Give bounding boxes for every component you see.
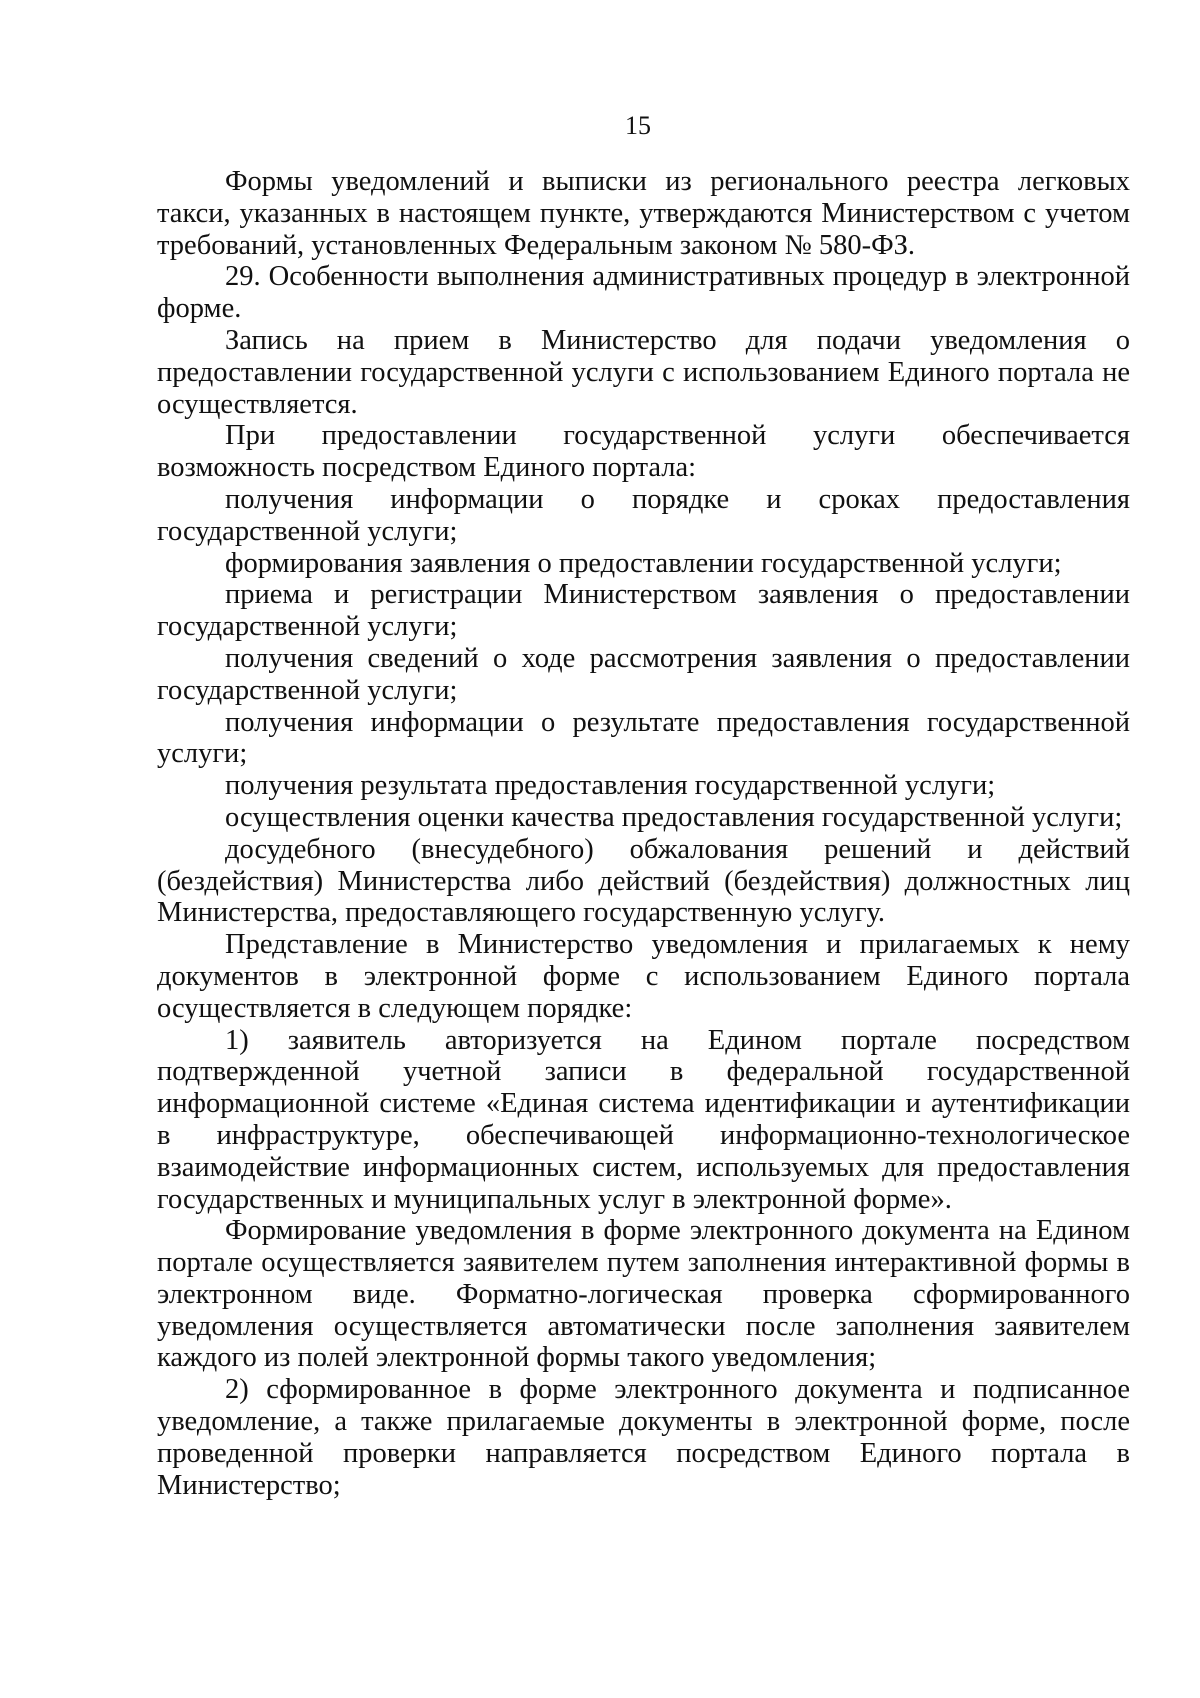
paragraph-section-29-heading: 29. Особенности выполнения административных процедур в электронной форме. — [157, 261, 1130, 325]
list-item-result-information: получения информации о результате предоставления государственной услуги; — [157, 706, 1130, 770]
list-item-application-forming: формирования заявления о предоставлении государственной услуги; — [225, 547, 1062, 579]
paragraph-portal-capabilities-intro: При предоставлении государственной услуги обеспечивается возможность посредством Единого портала: — [157, 420, 1130, 484]
list-item-application-registration: приема и регистрации Министерством заявления о предоставлении государственной услуги; — [157, 579, 1130, 643]
paragraph-step-1-authorization: 1) заявитель авторизуется на Едином портале посредством подтвержденной учетной записи в федеральной государственной информационной системе «Единая система идентификации и аутентификации в инфраструктуре, обеспечивающей информационно-технологическое взаимодействие информационных систем, используемых для предоставления государственных и муниципальных услуг в электронной форме». — [157, 1024, 1130, 1215]
paragraph-step-2-sending: 2) сформированное в форме электронного документа и подписанное уведомление, а также прилагаемые документы в электронной форме, после проведенной проверки направляется посредством Единого портала в Министерство; — [157, 1374, 1130, 1501]
list-item-info-on-procedure: получения информации о порядке и сроках предоставления государственной услуги; — [157, 483, 1130, 547]
list-item-result-receipt: получения результата предоставления государственной услуги; — [225, 770, 996, 802]
paragraph-electronic-submission-order: Представление в Министерство уведомления и прилагаемых к нему документов в электронной форме с использованием Единого портала осуществляется в следующем порядке: — [157, 929, 1130, 1024]
paragraph-appointment-not-available: Запись на прием в Министерство для подачи уведомления о предоставлении государственной услуги с использованием Единого портала не осуществляется. — [157, 324, 1130, 420]
list-item-quality-assessment: осуществления оценки качества предоставления государственной услуги; — [225, 801, 1123, 833]
paragraph-forms-approval: Формы уведомлений и выписки из регионального реестра легковых такси, указанных в настоящем пункте, утверждаются Министерством с учетом требований, установленных Федеральным законом № 580-ФЗ. — [157, 166, 1130, 261]
page-number: 15 — [625, 111, 651, 140]
paragraph-notification-forming: Формирование уведомления в форме электронного документа на Едином портале осуществляется заявителем путем заполнения интерактивной формы в электронном виде. Форматно-логическая проверка сформированного уведомления осуществляется автоматически после заполнения заявителем каждого из полей электронной формы такого уведомления; — [157, 1215, 1130, 1374]
document-body — [157, 166, 1130, 1501]
list-item-status-tracking: получения сведений о ходе рассмотрения заявления о предоставлении государственной услуги; — [157, 642, 1130, 706]
list-item-pretrial-appeal: досудебного (внесудебного) обжалования решений и действий (бездействия) Министерства либо действий (бездействия) должностных лиц Министерства, предоставляющего государственную услугу. — [157, 833, 1130, 929]
